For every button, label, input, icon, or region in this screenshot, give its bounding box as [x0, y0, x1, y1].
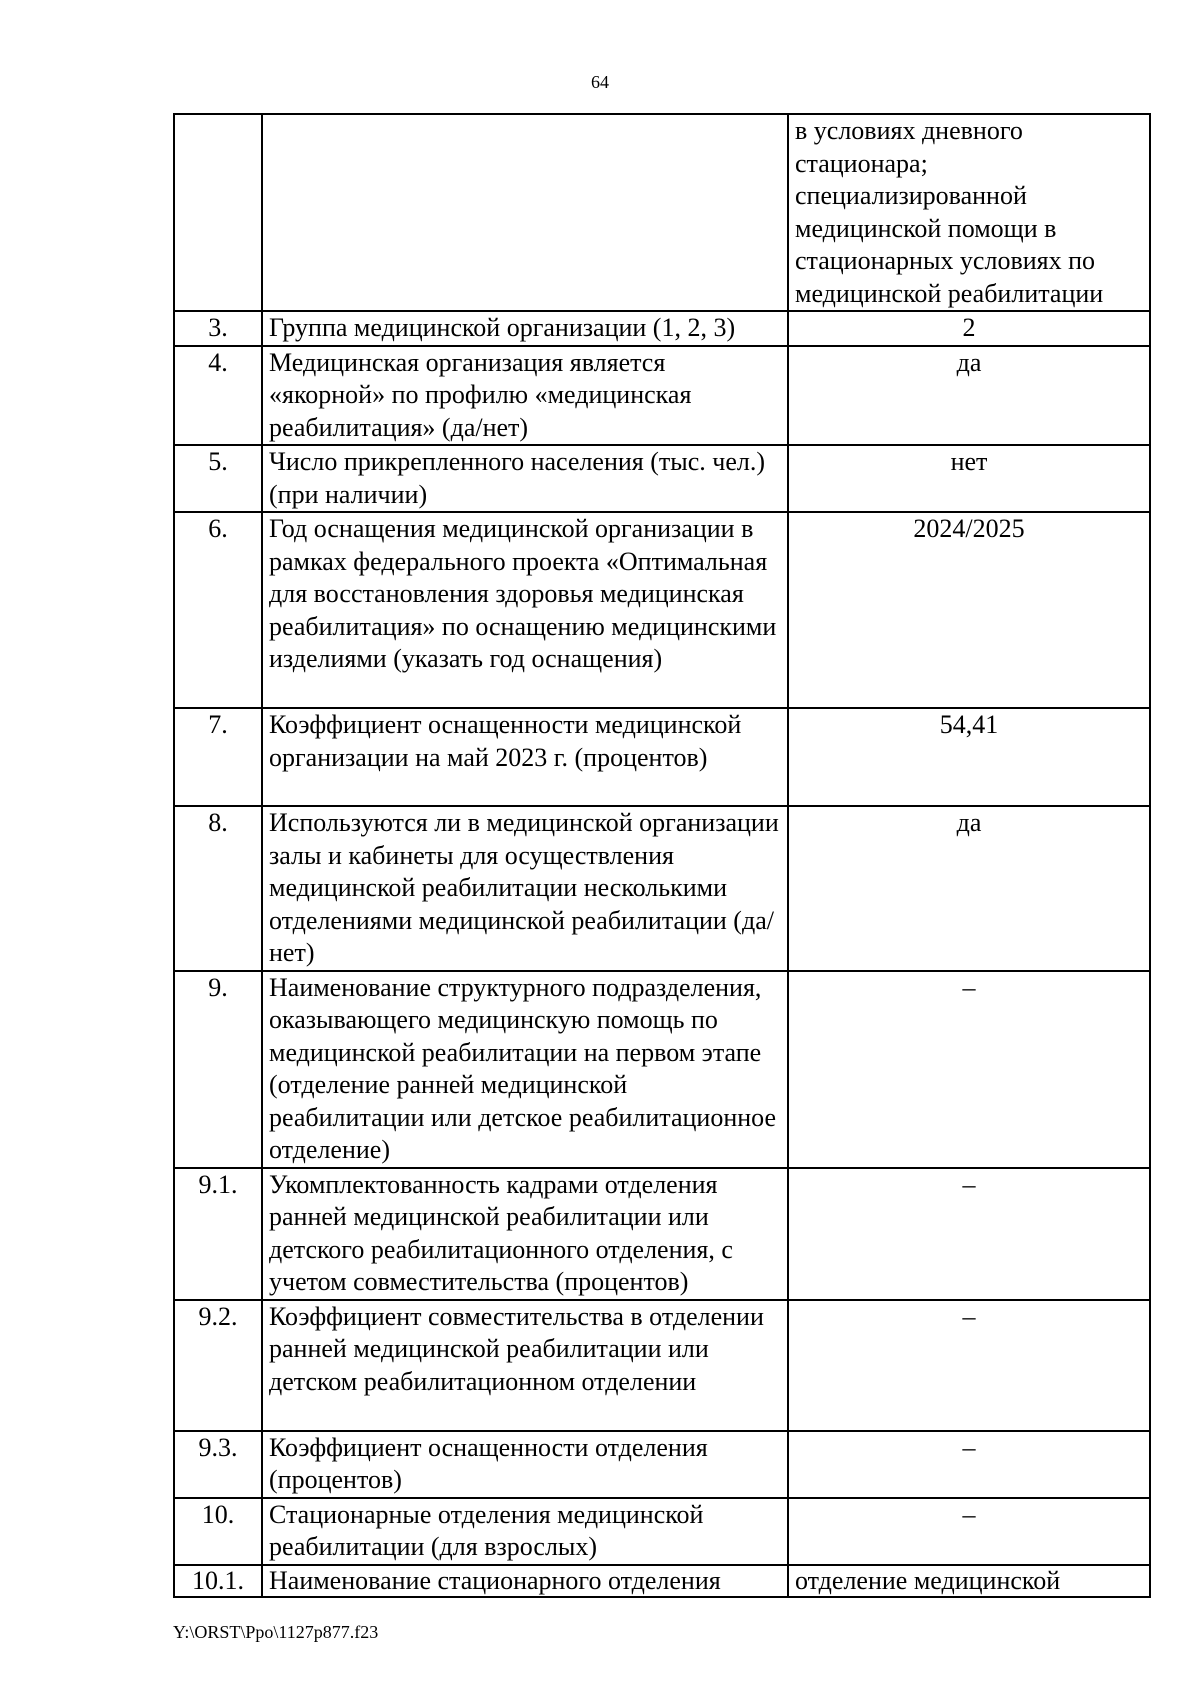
- row-name: Используются ли в медицинской организации залы и кабинеты для осуществления медицинской реабилитации несколькими отделениями медицинской реабилитации (да/нет): [262, 806, 788, 971]
- row-value: –: [788, 1498, 1150, 1565]
- row-number: 4.: [174, 346, 262, 446]
- table-row: [174, 1168, 1150, 1300]
- row-value: нет: [788, 445, 1150, 512]
- row-value: да: [788, 806, 1150, 971]
- row-value: отделение медицинской: [788, 1565, 1150, 1597]
- row-number: 10.1.: [174, 1565, 262, 1597]
- row-number: 5.: [174, 445, 262, 512]
- table-row: [174, 1565, 1150, 1597]
- row-value: –: [788, 971, 1150, 1168]
- file-path: Y:\ORST\Ppo\1127p877.f23: [173, 1622, 379, 1642]
- row-name: Коэффициент оснащенности отделения (процентов): [262, 1431, 788, 1498]
- row-number: 9.3.: [174, 1431, 262, 1498]
- row-name: Число прикрепленного населения (тыс. чел.) (при наличии): [262, 445, 788, 512]
- table-row: [174, 445, 1150, 512]
- row-value: 2: [788, 311, 1150, 346]
- row-number: 9.: [174, 971, 262, 1168]
- row-number: 9.1.: [174, 1168, 262, 1300]
- row-value: да: [788, 346, 1150, 446]
- row-number: 6.: [174, 512, 262, 708]
- row-name: Наименование структурного подразделения, оказывающего медицинскую помощь по медицинской реабилитации на первом этапе (отделение ранней медицинской реабилитации или детское реабилитационное отделение): [262, 971, 788, 1168]
- table-row: [174, 311, 1150, 346]
- row-name: Коэффициент совместительства в отделении ранней медицинской реабилитации или детском реабилитационном отделении: [262, 1300, 788, 1431]
- row-number: 3.: [174, 311, 262, 346]
- table-row: [174, 1431, 1150, 1498]
- row-name: [262, 114, 788, 311]
- row-name: Медицинская организация является «якорной» по профилю «медицинская реабилитация» (да/нет): [262, 346, 788, 446]
- row-value: –: [788, 1300, 1150, 1431]
- table-row: [174, 1498, 1150, 1565]
- row-name: Год оснащения медицинской организации в рамках федерального проекта «Оптимальная для восстановления здоровья медицинская реабилитация» по оснащению медицинскими изделиями (указать год оснащения): [262, 512, 788, 708]
- table-row: [174, 114, 1150, 311]
- row-name: Укомплектованность кадрами отделения ранней медицинской реабилитации или детского реабилитационного отделения, с учетом совместительства (процентов): [262, 1168, 788, 1300]
- table-row: [174, 971, 1150, 1168]
- data-table: [173, 113, 1151, 1598]
- table-row: [174, 708, 1150, 806]
- table-row: [174, 806, 1150, 971]
- row-name: Группа медицинской организации (1, 2, 3): [262, 311, 788, 346]
- row-name: Коэффициент оснащенности медицинской организации на май 2023 г. (процентов): [262, 708, 788, 806]
- row-value: –: [788, 1431, 1150, 1498]
- row-number: 9.2.: [174, 1300, 262, 1431]
- row-number: 7.: [174, 708, 262, 806]
- row-value: 2024/2025: [788, 512, 1150, 708]
- row-number: 8.: [174, 806, 262, 971]
- row-value: в условиях дневного стационара; специализированной медицинской помощи в стационарных условиях по медицинской реабилитации: [788, 114, 1150, 311]
- table-row: [174, 512, 1150, 708]
- row-name: Стационарные отделения медицинской реабилитации (для взрослых): [262, 1498, 788, 1565]
- table-row: [174, 346, 1150, 446]
- page-number: 64: [591, 72, 609, 92]
- table-row: [174, 1300, 1150, 1431]
- row-number: 10.: [174, 1498, 262, 1565]
- row-number: [174, 114, 262, 311]
- row-name: Наименование стационарного отделения: [262, 1565, 788, 1597]
- row-value: –: [788, 1168, 1150, 1300]
- row-value: 54,41: [788, 708, 1150, 806]
